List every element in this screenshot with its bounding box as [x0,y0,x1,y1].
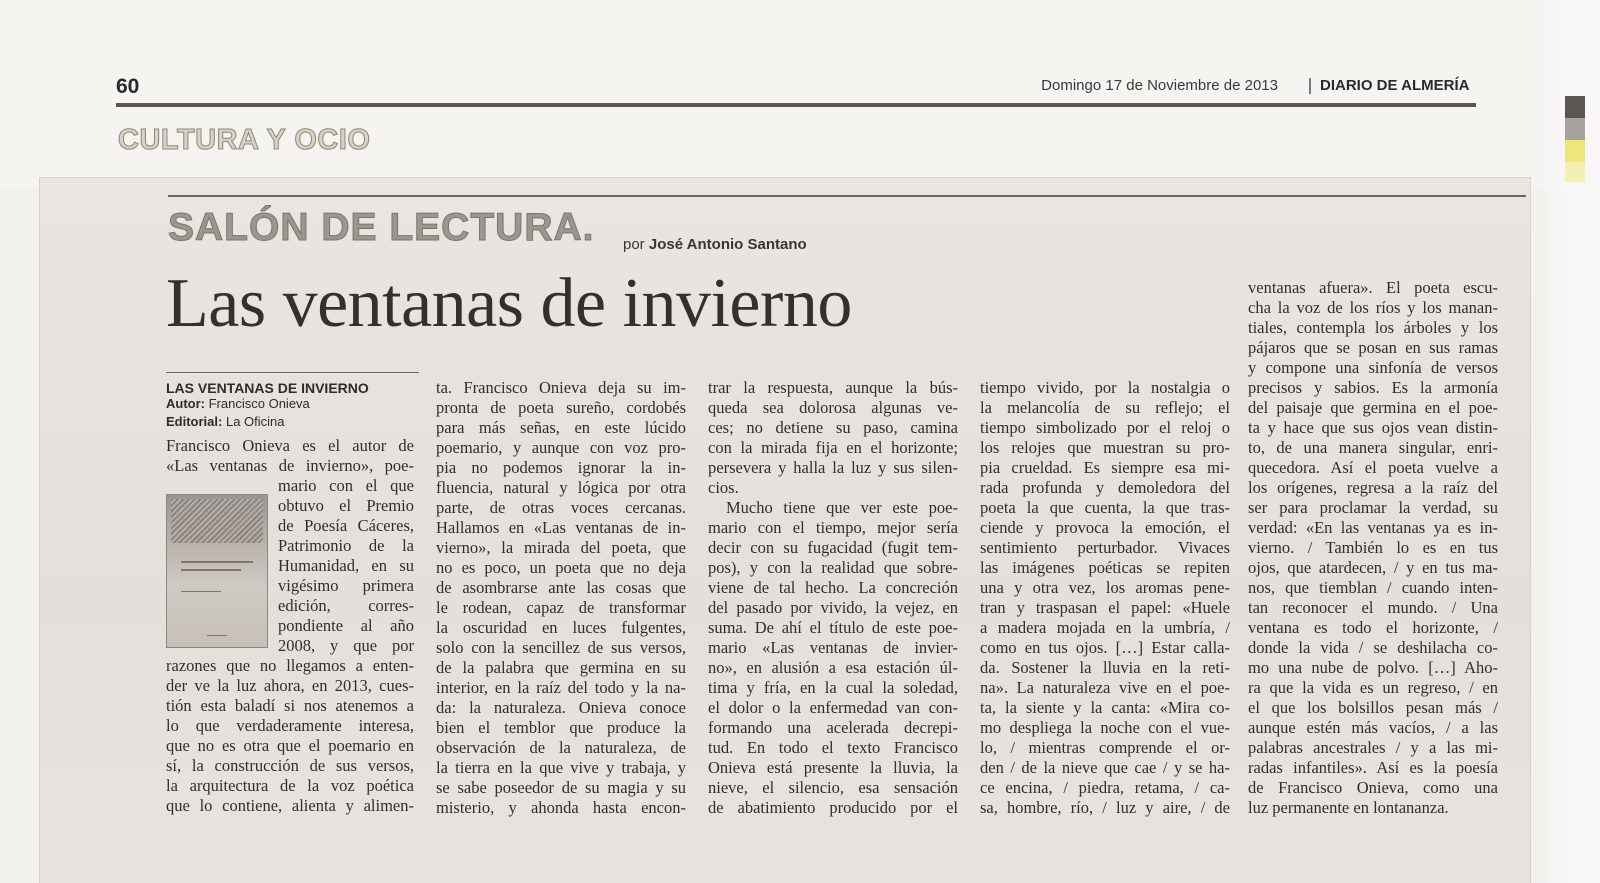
byline-prefix: por [623,236,645,253]
text-line: pronta de poeta sureño, cordobés [436,398,686,417]
text-line: lo, / mientras comprende el or- [980,738,1230,757]
text-line: da: la naturaleza. Onieva conoce [436,698,686,717]
text-line: la oscuridad en luces fulgentes, [436,618,686,637]
text-line: queda sea dolorosa algunas ve- [708,398,958,417]
text-line: sentimiento perturbador. Vivaces [980,538,1230,557]
text-line: mario con el que [278,476,414,495]
text-line: 2008, y que por [278,636,414,655]
text-line: razones que no llegamos a enten- [166,656,414,675]
text-line: pondiente al año [278,616,414,635]
print-color-bar-gray [1565,118,1585,140]
text-line: da. Sostener la lluvia en la reti- [980,658,1230,677]
text-line: den / de la nieve que cae / y se ha- [980,758,1230,777]
text-line: Patrimonio de la [278,536,414,555]
text-line: precisos y sabios. Es la armonía [1248,378,1498,397]
text-line: radas infantiles». Así es la poesía [1248,758,1498,777]
text-line: de Francisco Onieva, como una [1248,778,1498,797]
text-line: los orígenes, regresa a la raíz del [1248,478,1498,497]
text-line: una y otra vez, los aromas pene- [980,578,1230,597]
text-line: donde la vida / se deshilacha co- [1248,638,1498,657]
text-line: pájaros que se posan en sus ramas [1248,338,1498,357]
text-line: nos, que tiemblan / cuando inten- [1248,578,1498,597]
text-line: verdad: «En las ventanas ya es in- [1248,518,1498,537]
text-line: ciende y provoca la emoción, el [980,518,1230,537]
article-column-5 [1248,278,1498,818]
page-background [0,0,1600,190]
text-line: vierno», la mirada del poeta, que [436,538,686,557]
text-line: trar la respuesta, aunque la bús- [708,378,958,397]
text-line: Humanidad, en su [278,556,414,575]
text-line: y compone una sinfonía de versos [1248,358,1498,377]
text-line: mario con el tiempo, mejor sería [708,518,958,537]
text-line: parte, de otras voces cercanas. [436,498,686,517]
text-line: cios. [708,478,739,497]
text-line: «Las ventanas de invierno», poe- [166,456,414,475]
text-line: quecedora. Así el poeta vuelve a [1248,458,1498,477]
book-author [166,396,310,411]
print-color-bar-light-yellow [1565,162,1585,182]
text-line: mario «Las ventanas de invier- [708,638,958,657]
text-line: de asombrarse ante las cosas que [436,578,686,597]
text-line: de la palabra que germina en su [436,658,686,677]
text-line: fluencia, natural y lógica por otra [436,478,686,497]
text-line: los relojes que muestran su pro- [980,438,1230,457]
book-publisher-label: Editorial: [166,414,223,429]
text-line: rada profunda y demoledora del [980,478,1230,497]
text-line: ta, la siente y la canta: «Mira co- [980,698,1230,717]
text-line: Francisco Onieva es el autor de [166,436,414,455]
text-line: Mucho tiene que ver este poe- [726,498,958,517]
text-line: tiempo vivido, por la nostalgia o [980,378,1230,397]
text-line: la arquitectura de la voz poética [166,776,414,795]
text-line: cha la voz de los ríos y los manan- [1248,298,1498,317]
text-line: ventana es todo el horizonte, / [1248,618,1498,637]
text-line: tiales, contempla los árboles y los [1248,318,1498,337]
article-column-3 [708,378,958,818]
article-column-4 [980,378,1230,818]
text-line: interior, en la raíz del todo y la na- [436,678,686,697]
text-line: no», en alusión a esa estación úl- [708,658,958,677]
text-line: pos), y con la realidad que sobre- [708,558,958,577]
text-line: suma. De ahí el título de este poe- [708,618,958,637]
article-headline: Las ventanas de invierno [166,265,852,342]
publication-date: Domingo 17 de Noviembre de 2013 [1041,77,1278,94]
text-line: na». La naturaleza vive en el poe- [980,678,1230,697]
text-line: Hallamos en «Las ventanas de in- [436,518,686,537]
text-line: ta y hace que sus ojos vean distin- [1248,418,1498,437]
text-line: el que los bolsillos pesan más / [1248,698,1498,717]
text-line: tud. En todo el texto Francisco [708,738,958,757]
text-line: formando una acelerada decrepi- [708,718,958,737]
text-line: sí, la construcción de sus versos, [166,756,414,775]
text-line: la melancolía de su reflejo; el [980,398,1230,417]
text-line: se sabe poseedor de su magia y su [436,778,686,797]
text-line: poemario, y aunque con voz pro- [436,438,686,457]
text-line: poeta la que cuenta, la que tras- [980,498,1230,517]
text-line: bien el temblor que produce la [436,718,686,737]
byline [623,236,807,253]
text-line: que no es otra que el poemario en [166,736,414,755]
text-line: vierno. / También lo es en tus [1248,538,1498,557]
text-line: decir con su fugacidad (fugit tem- [708,538,958,557]
print-color-bar-yellow [1565,140,1585,162]
book-author-label: Autor: [166,396,205,411]
text-line: no es poco, un poeta que no deja [436,558,686,577]
text-line: la tierra en la que vive y trabaja, y [436,758,686,777]
text-line: tima y fría, en la cual la soledad, [708,678,958,697]
text-line: solo con la sencillez de sus versos, [436,638,686,657]
text-line: viene de tal hecho. La concreción [708,578,958,597]
book-publisher-value: La Oficina [225,414,285,429]
text-line: tiempo simbolizado por el reloj o [980,418,1230,437]
text-line: que lo contiene, alienta y alimen- [166,796,414,815]
column-name: SALÓN DE LECTURA. [168,206,595,249]
text-line: Onieva está presente la lluvia, la [708,758,958,777]
text-line: con la mirada fija en el horizonte; [708,438,958,457]
newspaper-name: DIARIO DE ALMERÍA [1320,77,1470,94]
book-publisher [166,414,285,429]
text-line: le rodean, capaz de transformar [436,598,686,617]
header-rule [116,103,1476,107]
text-line: lo que verdaderamente interesa, [166,716,414,735]
text-line: persevera y halla la luz y sus silen- [708,458,958,477]
print-color-bar-dark [1565,96,1585,118]
text-line: pia no podemos ignorar la in- [436,458,686,477]
text-line: de Poesía Cáceres, [278,516,414,535]
text-line: ser para proclamar la verdad, su [1248,498,1498,517]
text-line: edición, corres- [278,596,414,615]
text-line: del paisaje que germina en el poe- [1248,398,1498,417]
text-line: como en tus ojos. […] Estar calla- [980,638,1230,657]
text-line: der ve la luz ahora, en 2013, cues- [166,676,414,695]
text-line: ces; no detiene su paso, camina [708,418,958,437]
text-line: palabras ancestrales / y a las mi- [1248,738,1498,757]
byline-author: José Antonio Santano [648,236,807,253]
text-line: nieve, el silencio, esa sensación [708,778,958,797]
text-line: del pasado por vivido, la vejez, en [708,598,958,617]
text-line: sa, hombre, río, / luz y aire, / de [980,798,1230,817]
text-line: las imágenes poéticas se repiten [980,558,1230,577]
text-line: ra que la vida es un regreso, / en [1248,678,1498,697]
text-line: ojos, que atardecen, / y en tus ma- [1248,558,1498,577]
text-line: luz permanente en lontananza. [1248,798,1449,817]
text-line: aunque estén más vacíos, / a las [1248,718,1498,737]
text-line: tión esta baladí si nos atenemos a [166,696,414,715]
text-line: pia crueldad. Es siempre esa mi- [980,458,1230,477]
text-line: tan reconocer el mundo. / Una [1248,598,1498,617]
article-column-2 [436,378,686,818]
text-line: mo despliega la noche con el vue- [980,718,1230,737]
text-line: ta. Francisco Onieva deja su im- [436,378,686,397]
text-line: el dolor o la enfermedad van con- [708,698,958,717]
text-line: misterio, y ahonda hasta encon- [436,798,686,817]
text-line: para más señas, en este lúcido [436,418,686,437]
book-info-rule [166,372,419,373]
section-title: CULTURA Y OCIO [118,124,371,156]
text-line: obtuvo el Premio [278,496,414,515]
text-line: de abatimiento producido por el [708,798,958,817]
text-line: observación de la naturaleza, de [436,738,686,757]
text-line: mo una nube de polvo. […] Aho- [1248,658,1498,677]
page-number: 60 [116,75,140,98]
text-line: a madera mojada en la umbría, / [980,618,1230,637]
book-author-value: Francisco Onieva [208,396,310,411]
text-line: ventanas afuera». El poeta escu- [1248,278,1498,297]
text-line: to, de una manera singular, enri- [1248,438,1498,457]
header-separator [1309,78,1311,94]
article-column-1 [166,436,414,816]
text-line: tran y traspasan el papel: «Huele [980,598,1230,617]
book-title: LAS VENTANAS DE INVIERNO [166,380,369,396]
article-top-rule [168,195,1526,197]
text-line: ce encina, / piedra, retama, / ca- [980,778,1230,797]
text-line: vigésimo primera [278,576,414,595]
